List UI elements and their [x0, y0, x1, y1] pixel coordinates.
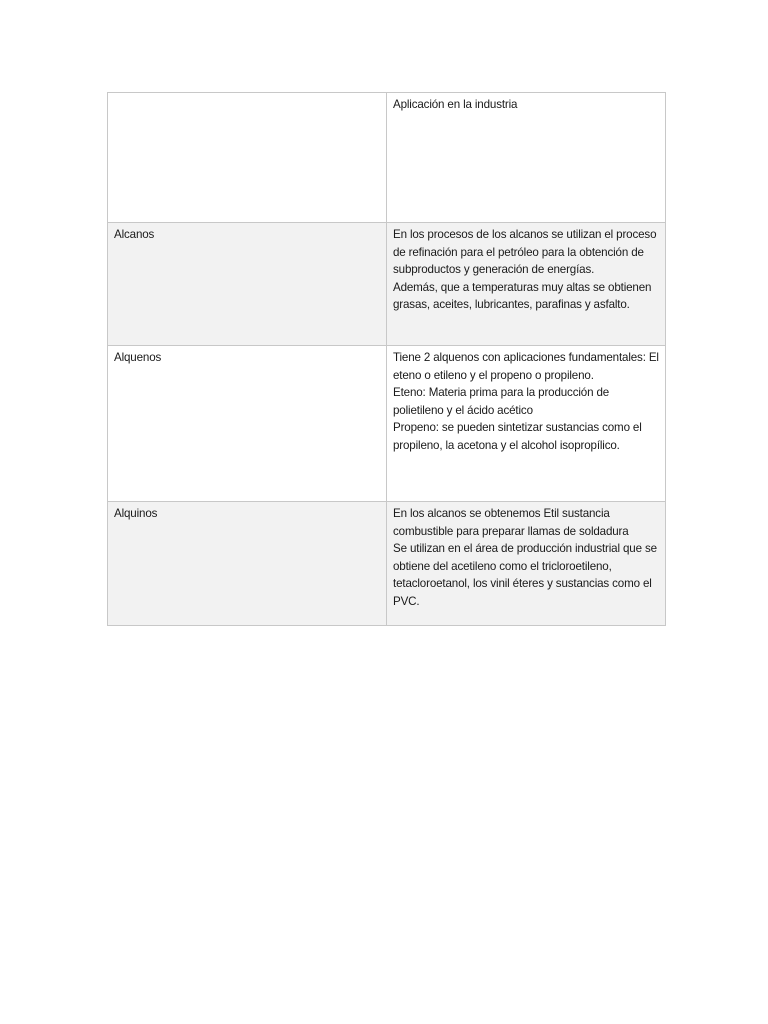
cell-paragraph: Tiene 2 alquenos con aplicaciones fundamentales: El eteno o etileno y el propeno o propileno.: [393, 351, 659, 382]
industry-applications-table: [107, 92, 666, 626]
row-text-alcanos: [387, 223, 666, 346]
cell-paragraph: Se utilizan en el área de producción industrial que se obtiene del acetileno como el tricloroetileno, tetacloroetanol, los vinil éteres y sustancias como el PVC.: [393, 542, 657, 608]
table-row: [108, 502, 666, 626]
cell-paragraph: Propeno: se pueden sintetizar sustancias como el propileno, la acetona y el alcohol isopropílico.: [393, 421, 642, 452]
table-row: [108, 223, 666, 346]
cell-paragraph: En los procesos de los alcanos se utilizan el proceso de refinación para el petróleo para la obtención de subproductos y generación de energías.: [393, 228, 657, 276]
cell-paragraph: Eteno: Materia prima para la producción de polietileno y el ácido acético: [393, 386, 610, 417]
table-header-row: [108, 93, 666, 223]
row-label-alquenos: Alquenos: [108, 346, 387, 502]
header-cell-application: Aplicación en la industria: [387, 93, 666, 223]
header-cell-empty: [108, 93, 387, 223]
cell-paragraph: Además, que a temperaturas muy altas se obtienen grasas, aceites, lubricantes, parafinas y asfalto.: [393, 280, 652, 311]
row-text-alquenos: [387, 346, 666, 502]
row-text-alquinos: [387, 502, 666, 626]
row-label-alquinos: Alquinos: [108, 502, 387, 626]
row-label-alcanos: Alcanos: [108, 223, 387, 346]
table-row: [108, 346, 666, 502]
cell-paragraph: En los alcanos se obtenemos Etil sustancia combustible para preparar llamas de soldadura: [393, 507, 629, 538]
